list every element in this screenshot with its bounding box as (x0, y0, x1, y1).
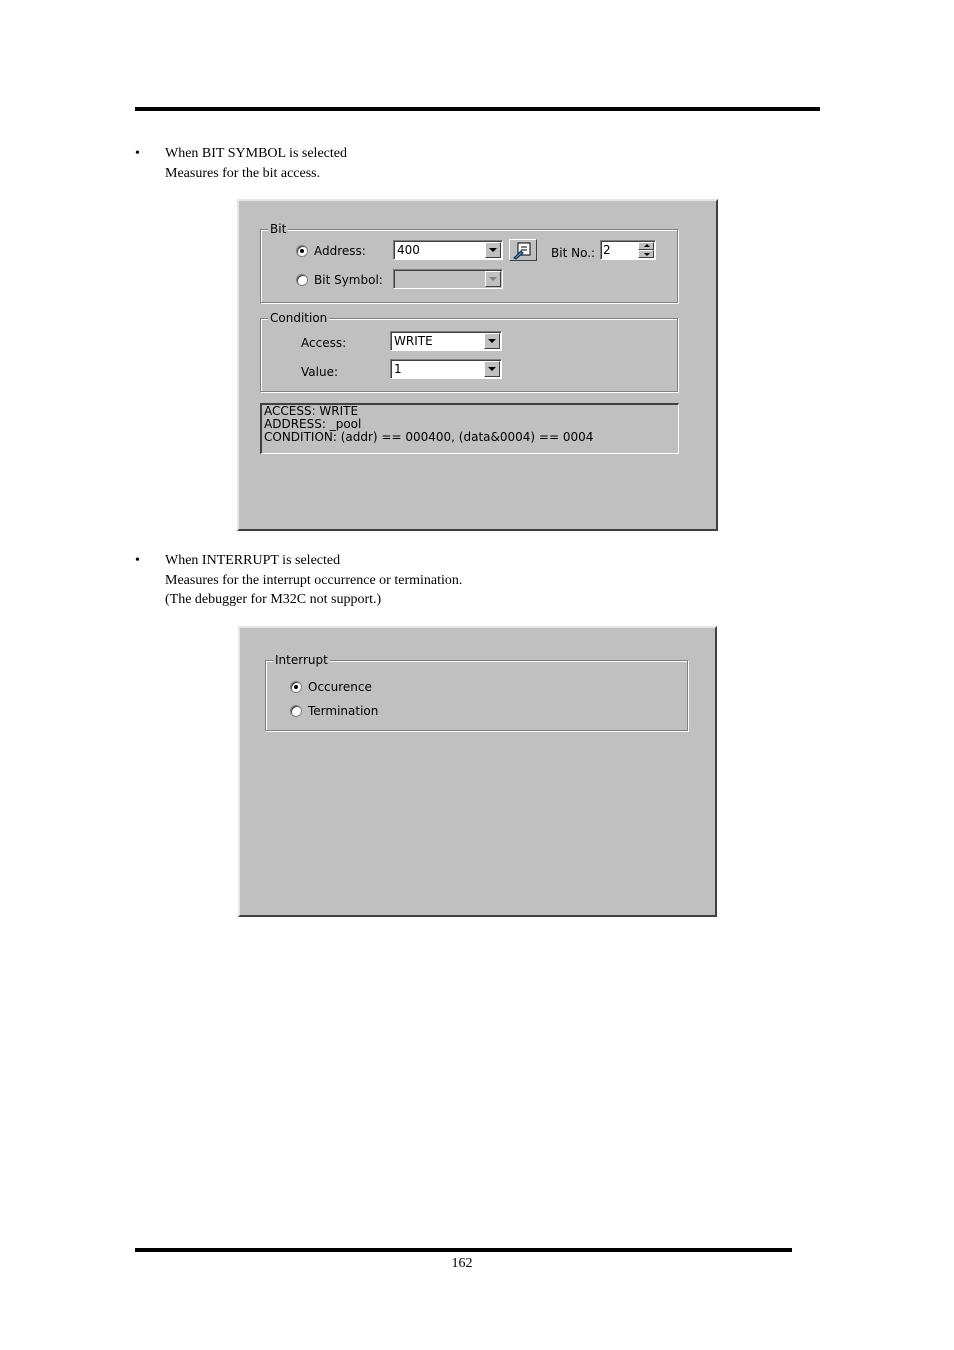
bullet: • (135, 146, 140, 161)
spinner-arrows (638, 242, 654, 258)
address-radio[interactable] (296, 245, 308, 257)
condition-group-legend: Condition (270, 311, 328, 325)
termination-radio[interactable] (290, 705, 302, 717)
bit-no-label: Bit No.: (551, 246, 596, 260)
spin-down-icon[interactable] (638, 250, 654, 258)
interrupt-description: Measures for the interrupt occurrence or termination. (165, 572, 463, 588)
summary-access: ACCESS: WRITE (264, 404, 359, 418)
address-combo[interactable] (393, 240, 503, 260)
bit-symbol-radio[interactable] (296, 274, 308, 286)
bit-groupbox (260, 222, 678, 303)
bit-symbol-label: Bit Symbol: (314, 273, 383, 287)
access-value: WRITE (394, 334, 433, 348)
condition-groupbox (260, 311, 678, 392)
bit-symbol-dialog (237, 199, 718, 531)
chevron-down-icon[interactable] (485, 271, 501, 287)
chevron-down-icon[interactable] (484, 361, 500, 377)
condition-summary (260, 403, 679, 454)
interrupt-groupbox (265, 653, 688, 731)
summary-condition: CONDITION: (addr) == 000400, (data&0004) == 0004 (264, 430, 594, 444)
symbol-browse-icon (510, 240, 536, 260)
bit-no-spinner[interactable] (600, 240, 656, 260)
summary-address: ADDRESS: _pool (264, 417, 362, 431)
spin-up-icon[interactable] (638, 242, 654, 250)
bullet: • (135, 553, 140, 568)
symbol-browse-button[interactable] (509, 239, 537, 261)
bit-group-legend: Bit (270, 222, 287, 236)
header-rule (135, 107, 820, 111)
access-combo[interactable] (390, 331, 502, 351)
chevron-down-icon[interactable] (485, 242, 501, 258)
bit-symbol-heading: When BIT SYMBOL is selected (165, 146, 347, 161)
interrupt-note: (The debugger for M32C not support.) (165, 592, 382, 607)
access-label: Access: (301, 336, 347, 350)
value-combo[interactable] (390, 359, 502, 379)
page-number: 162 (451, 1256, 473, 1271)
interrupt-heading: When INTERRUPT is selected (165, 553, 341, 568)
address-value: 400 (397, 243, 420, 257)
value-label: Value: (301, 365, 338, 379)
bit-symbol-combo[interactable] (393, 269, 503, 289)
bit-no-value: 2 (603, 243, 611, 257)
interrupt-dialog (238, 626, 717, 917)
occurrence-label: Occurence (308, 680, 372, 694)
occurrence-radio[interactable] (290, 681, 302, 693)
termination-label: Termination (308, 704, 379, 718)
interrupt-group-legend: Interrupt (275, 653, 328, 667)
value-value: 1 (394, 362, 402, 376)
address-label: Address: (314, 244, 366, 258)
chevron-down-icon[interactable] (484, 333, 500, 349)
bit-symbol-description: Measures for the bit access. (165, 165, 321, 181)
footer-rule (135, 1248, 792, 1252)
